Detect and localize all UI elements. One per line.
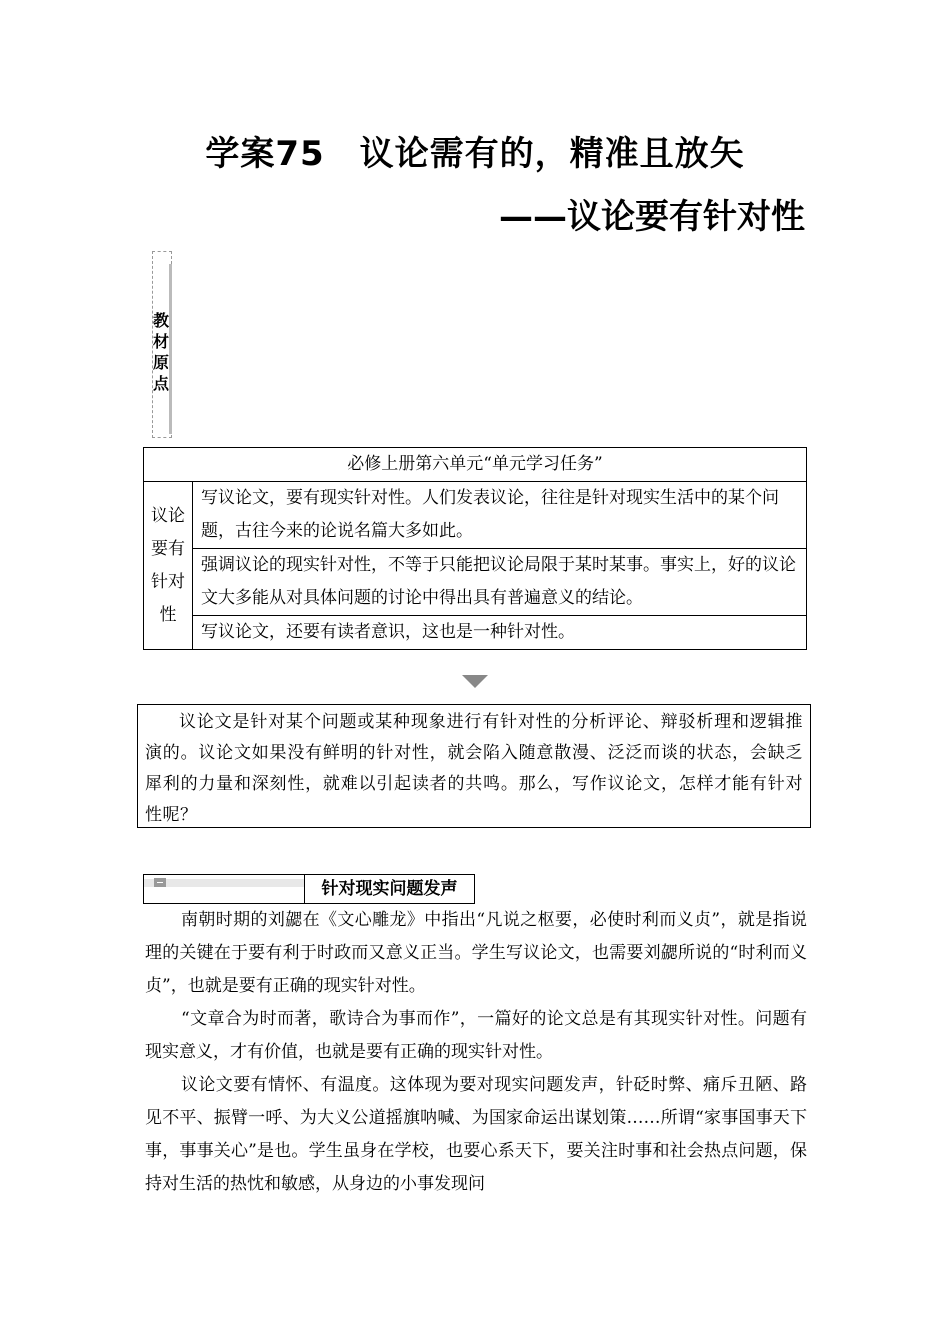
intro-box: 议论文是针对某个问题或某种现象进行有针对性的分析评论、辩驳析理和逻辑推演的。议论文如果没有鲜明的针对性，就会陷入随意散漫、泛泛而谈的状态，会缺乏犀利的力量和深刻性，就难以引起读者的共鸣。那么，写作议论文，怎样才能有针对性呢？ — [137, 704, 811, 828]
paragraph: “文章合为时而著，歌诗合为事而作”，一篇好的论文总是有其现实针对性。问题有现实意义，才有价值，也就是要有正确的现实针对性。 — [145, 1009, 807, 1062]
summary-table-row: 写议论文，要有现实针对性。人们发表议论，往往是针对现实生活中的某个问题，古往今来的论说名篇大多如此。 — [193, 482, 807, 549]
page-subtitle: ——议论要有针对性 — [499, 197, 805, 237]
down-arrow-icon — [462, 675, 488, 688]
summary-table-row: 强调议论的现实针对性，不等于只能把议论局限于某时某事。事实上，好的议论文大多能从对具体问题的讨论中得出具有普遍意义的结论。 — [193, 549, 807, 616]
minus-icon — [154, 878, 166, 887]
summary-table-row: 写议论文，还要有读者意识，这也是一种针对性。 — [193, 616, 807, 650]
summary-table — [143, 447, 807, 650]
summary-table-header: 必修上册第六单元“单元学习任务” — [144, 448, 807, 482]
side-tag — [152, 251, 172, 438]
paragraph: 议论文要有情怀、有温度。这体现为要对现实问题发声，针砭时弊、痛斥丑陋、路见不平、振臂一呼、为大义公道摇旗呐喊、为国家命运出谋划策……所谓“家事国事天下事，事事关心”是也。学生虽身在学校，也要心系天下，要关注时事和社会热点问题，保持对生活的热忱和敏感，从身边的小事发现问 — [145, 1075, 807, 1194]
summary-table-left-label — [144, 482, 193, 650]
side-tag-label: 教材原点 — [152, 311, 169, 393]
section-heading: 针对现实问题发声 — [321, 879, 458, 899]
section-heading-decoration — [144, 875, 305, 903]
section-body — [145, 904, 807, 1201]
page-title: 学案75 议论需有的，精准且放矢 — [205, 134, 745, 174]
left-label-text: 议论要有针对性 — [151, 505, 185, 625]
paragraph: 南朝时期的刘勰在《文心雕龙》中指出“凡说之枢要，必使时利而义贞”，就是指说理的关键在于要有利于时政而又意义正当。学生写议论文，也需要刘勰所说的“时利而义贞”，也就是要有正确的现实针对性。 — [145, 910, 807, 996]
section-heading-box — [143, 874, 475, 904]
